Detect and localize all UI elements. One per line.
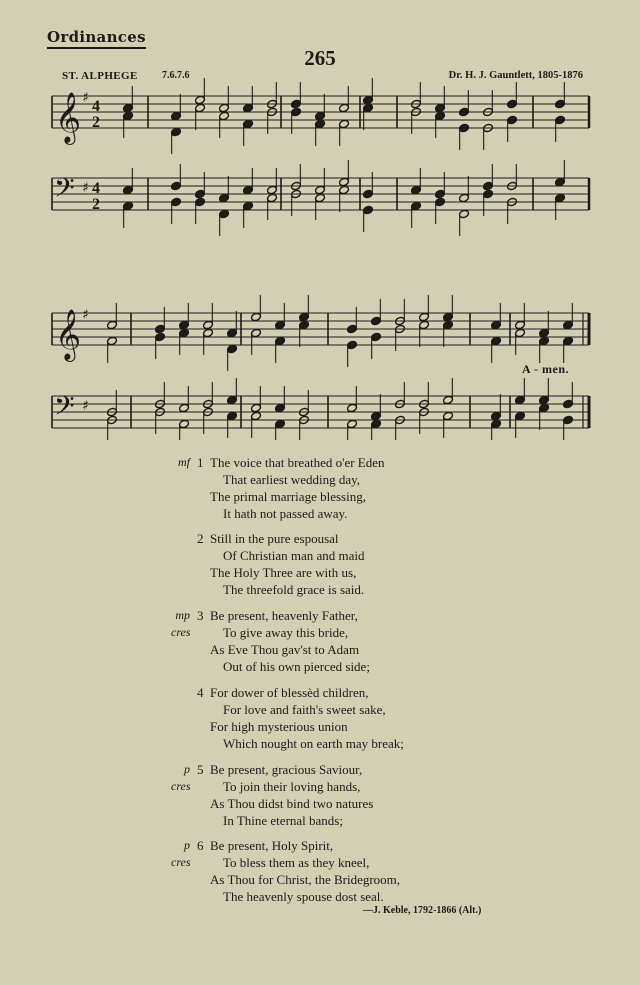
verse-line: For love and faith's sweet sake,	[223, 702, 386, 717]
verse-line: Out of his own pierced side;	[223, 659, 370, 674]
verse-line: To give away this bride,	[223, 625, 349, 640]
verse-line: For high mysterious union	[210, 719, 348, 734]
stanza-number: 2	[197, 531, 204, 546]
time-signature: 2	[92, 114, 100, 131]
verse-line: The Holy Three are with us,	[210, 565, 357, 580]
dynamic-mark: cres	[171, 625, 191, 639]
time-signature: 4	[92, 180, 100, 197]
verse-line: In Thine eternal bands;	[223, 813, 343, 828]
time-signature: 2	[92, 196, 100, 213]
author-attribution: —J. Keble, 1792-1866 (Alt.)	[363, 905, 482, 916]
sharp-icon: ♯	[82, 307, 89, 323]
treble-clef-icon: 𝄞	[55, 309, 82, 360]
dynamic-mark: mf	[178, 455, 190, 469]
verse-line: It hath not passed away.	[223, 506, 348, 521]
time-signature: 4	[92, 98, 100, 115]
tune-name: ST. ALPHEGE	[62, 70, 138, 82]
dynamic-mark: mp	[175, 608, 190, 622]
dynamic-mark: p	[184, 762, 190, 776]
bass-clef-icon: 𝄢	[54, 390, 75, 428]
sharp-icon: ♯	[82, 398, 89, 414]
section-title: Ordinances	[47, 28, 146, 49]
amen-label: A - men.	[522, 362, 569, 376]
verse-line: The threefold grace is said.	[223, 582, 365, 597]
verse-line: For dower of blessèd children,	[210, 685, 369, 700]
verse-line: As Thou for Christ, the Bridegroom,	[210, 872, 401, 887]
stanza-number: 1	[197, 455, 204, 470]
verse-line: Be present, Holy Spirit,	[210, 838, 334, 853]
sharp-icon: ♯	[82, 90, 89, 106]
verse-line: Which nought on earth may break;	[223, 736, 404, 751]
verse-line: That earliest wedding day,	[223, 472, 361, 487]
verse-line: The voice that breathed o'er Eden	[210, 455, 385, 470]
dynamic-mark: cres	[171, 779, 191, 793]
stanza-number: 3	[197, 608, 204, 623]
verse-line: As Eve Thou gav'st to Adam	[210, 642, 360, 657]
verse-line: The heavenly spouse dost seal.	[223, 889, 384, 904]
verse-line: To bless them as they kneel,	[223, 855, 370, 870]
bass-clef-icon: 𝄢	[54, 172, 75, 210]
verse-line: Be present, gracious Saviour,	[210, 762, 363, 777]
verse-line: Still in the pure espousal	[210, 531, 339, 546]
verse-line: Be present, heavenly Father,	[210, 608, 358, 623]
verse-line: As Thou didst bind two natures	[210, 796, 374, 811]
dynamic-mark: cres	[171, 855, 191, 869]
verse-line: The primal marriage blessing,	[210, 489, 366, 504]
stanza-number: 6	[197, 838, 204, 853]
dynamic-mark: p	[184, 838, 190, 852]
stanza-number: 5	[197, 762, 204, 777]
composer: Dr. H. J. Gauntlett, 1805-1876	[448, 70, 583, 81]
verse-line: Of Christian man and maid	[223, 548, 365, 563]
sharp-icon: ♯	[82, 180, 89, 196]
verse-line: To join their loving hands,	[223, 779, 361, 794]
treble-clef-icon: 𝄞	[55, 92, 82, 143]
stanza-number: 4	[197, 685, 204, 700]
meter: 7.6.7.6	[162, 70, 190, 81]
hymn-number: 265	[304, 46, 336, 70]
